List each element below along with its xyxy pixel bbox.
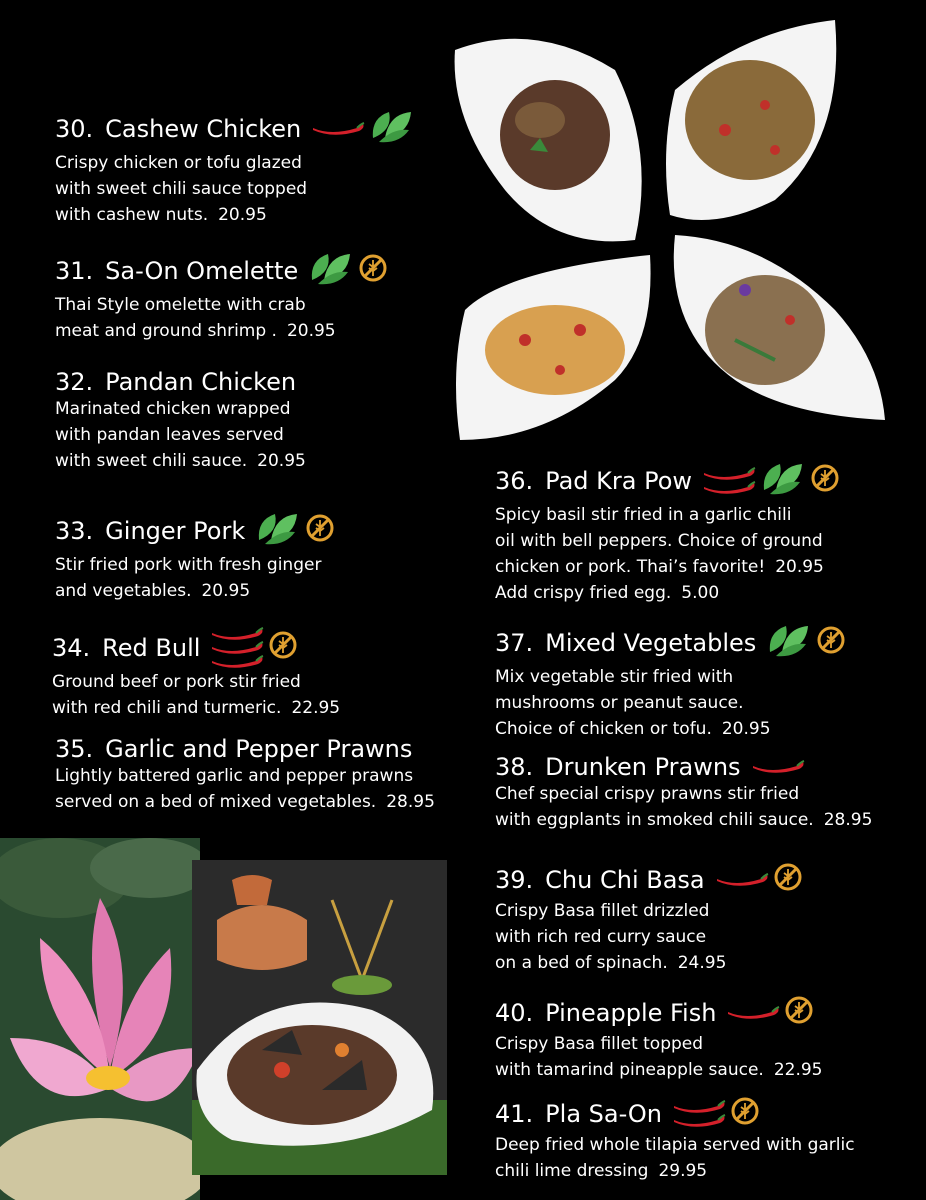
menu-item-number: 33. — [55, 517, 94, 545]
chili-pepper-icon — [672, 1114, 726, 1128]
lotus-photo — [0, 838, 200, 1200]
menu-item — [55, 368, 306, 474]
chili-pepper-icon — [210, 641, 264, 655]
menu-item-price: 29.95 — [658, 1161, 708, 1181]
menu-item-description: with sweet chili sauce topped — [55, 179, 308, 199]
basil-leaf-icon — [760, 460, 806, 502]
menu-item-description: Mix vegetable stir fried with — [495, 667, 734, 687]
chili-pepper-icon — [210, 655, 264, 669]
menu-item-extra-price: 5.00 — [681, 583, 720, 603]
menu-item-number: 32. — [55, 368, 94, 396]
menu-item-description: Chef special crispy prawns stir fried — [495, 784, 800, 804]
chili-pepper-icon — [702, 481, 756, 495]
menu-item-title — [55, 250, 388, 292]
gluten-free-icon — [305, 513, 335, 549]
menu-item-name: Garlic and Pepper Prawns — [105, 735, 413, 763]
menu-item-description: with red chili and turmeric. 22.95 — [52, 698, 341, 718]
chili-pepper-icon — [672, 1100, 726, 1114]
menu-item — [495, 995, 822, 1083]
menu-item-description: with cashew nuts. 20.95 — [55, 205, 267, 225]
menu-item-title — [495, 622, 846, 664]
menu-item-description: served on a bed of mixed vegetables. 28.95 — [55, 792, 435, 812]
menu-item-description: meat and ground shrimp . 20.95 — [55, 321, 336, 341]
menu-item-title — [55, 108, 415, 150]
menu-item-name: Mixed Vegetables — [545, 629, 757, 657]
menu-item-price: 24.95 — [677, 953, 727, 973]
menu-item-price: 20.95 — [721, 719, 771, 739]
menu-item-title — [495, 460, 840, 502]
menu-item-price: 22.95 — [773, 1060, 823, 1080]
menu-item — [495, 753, 872, 833]
menu-item-price: 20.95 — [775, 557, 824, 577]
basil-leaf-icon — [766, 622, 812, 664]
gluten-free-icon — [358, 253, 388, 289]
menu-item-price: 20.95 — [201, 581, 251, 601]
menu-item-number: 36. — [495, 467, 534, 495]
menu-item-description: with sweet chili sauce. 20.95 — [55, 451, 306, 471]
menu-item-description: with eggplants in smoked chili sauce. 28.95 — [495, 810, 873, 830]
drunken-dish-photo — [192, 860, 447, 1175]
menu-item-description: Crispy Basa fillet drizzled — [495, 901, 710, 921]
menu-item-description: and vegetables. 20.95 — [55, 581, 251, 601]
menu-item-description: Thai Style omelette with crab — [55, 295, 306, 315]
menu-item-description: Add crispy fried egg. 5.00 — [495, 583, 720, 603]
menu-item-title — [495, 995, 822, 1031]
gluten-free-icon — [773, 862, 803, 898]
basil-leaf-icon — [369, 108, 415, 150]
menu-item-description: with tamarind pineapple sauce. 22.95 — [495, 1060, 823, 1080]
basil-leaf-icon — [255, 510, 301, 552]
menu-item-description: Ground beef or pork stir fried — [52, 672, 301, 692]
chili-pepper-icon — [715, 873, 769, 887]
menu-item-description: chicken or pork. Thai’s favorite! 20.95 — [495, 557, 824, 577]
menu-item-title — [495, 753, 872, 781]
gluten-free-icon — [730, 1096, 760, 1132]
menu-item-number: 38. — [495, 753, 534, 781]
chili-pepper-icon — [751, 760, 805, 774]
menu-item-description: Spicy basil stir fried in a garlic chili — [495, 505, 792, 525]
menu-item-description: Crispy chicken or tofu glazed — [55, 153, 302, 173]
menu-item-name: Ginger Pork — [105, 517, 246, 545]
menu-item-description: on a bed of spinach. 24.95 — [495, 953, 727, 973]
gluten-free-icon — [816, 625, 846, 661]
menu-item-price: 28.95 — [386, 792, 435, 812]
gluten-free-icon — [810, 463, 840, 499]
menu-item-name: Drunken Prawns — [545, 753, 741, 781]
dish-photos-top — [445, 10, 895, 450]
menu-item-description: oil with bell peppers. Choice of ground — [495, 531, 823, 551]
menu-item-title — [495, 862, 803, 898]
menu-item-price: 20.95 — [286, 321, 336, 341]
gluten-free-icon — [784, 995, 814, 1031]
menu-item-number: 34. — [52, 634, 91, 662]
chili-pepper-icon — [210, 627, 264, 641]
menu-item-number: 30. — [55, 115, 94, 143]
menu-item-name: Pla Sa-On — [545, 1100, 663, 1128]
menu-item-number: 39. — [495, 866, 534, 894]
menu-item-description: Lightly battered garlic and pepper prawns — [55, 766, 414, 786]
menu-item-number: 31. — [55, 257, 94, 285]
menu-item-description: with rich red curry sauce — [495, 927, 707, 947]
menu-item — [495, 622, 846, 742]
menu-item — [495, 862, 803, 976]
menu-item — [55, 510, 335, 604]
menu-item-number: 37. — [495, 629, 534, 657]
gluten-free-icon — [268, 630, 298, 666]
menu-item-price: 22.95 — [291, 698, 341, 718]
menu-item-description: Deep fried whole tilapia served with garlic — [495, 1135, 855, 1155]
menu-item — [52, 627, 340, 721]
menu-item-number: 35. — [55, 735, 94, 763]
menu-item — [55, 250, 388, 344]
chili-pepper-icon — [702, 467, 756, 481]
menu-item-name: Chu Chi Basa — [545, 866, 705, 894]
menu-item-description: Choice of chicken or tofu. 20.95 — [495, 719, 771, 739]
menu-item-description: Marinated chicken wrapped — [55, 399, 291, 419]
menu-item — [495, 1096, 855, 1184]
menu-item-description: Crispy Basa fillet topped — [495, 1034, 704, 1054]
menu-item-title — [55, 735, 435, 763]
menu-item — [55, 735, 435, 815]
menu-item-number: 41. — [495, 1100, 534, 1128]
menu-item-name: Pandan Chicken — [105, 368, 297, 396]
chili-pepper-icon — [311, 122, 365, 136]
menu-item-name: Pineapple Fish — [545, 999, 717, 1027]
menu-item-title — [55, 510, 335, 552]
menu-item-name: Red Bull — [102, 634, 201, 662]
menu-item-price: 20.95 — [257, 451, 306, 471]
menu-item-description: mushrooms or peanut sauce. — [495, 693, 744, 713]
basil-leaf-icon — [308, 250, 354, 292]
menu-item-price: 28.95 — [823, 810, 873, 830]
menu-item-description: with pandan leaves served — [55, 425, 284, 445]
chili-pepper-icon — [726, 1006, 780, 1020]
menu-item-title — [52, 627, 340, 669]
menu-item-price: 20.95 — [218, 205, 267, 225]
menu-item-title — [55, 368, 306, 396]
menu-item-name: Sa-On Omelette — [105, 257, 299, 285]
menu-item — [495, 460, 840, 606]
menu-item-title — [495, 1096, 855, 1132]
menu-item-name: Cashew Chicken — [105, 115, 302, 143]
menu-item-description: Stir fried pork with fresh ginger — [55, 555, 322, 575]
menu-item-description: chili lime dressing 29.95 — [495, 1161, 708, 1181]
menu-item-name: Pad Kra Pow — [545, 467, 693, 495]
menu-item — [55, 108, 415, 228]
menu-item-number: 40. — [495, 999, 534, 1027]
